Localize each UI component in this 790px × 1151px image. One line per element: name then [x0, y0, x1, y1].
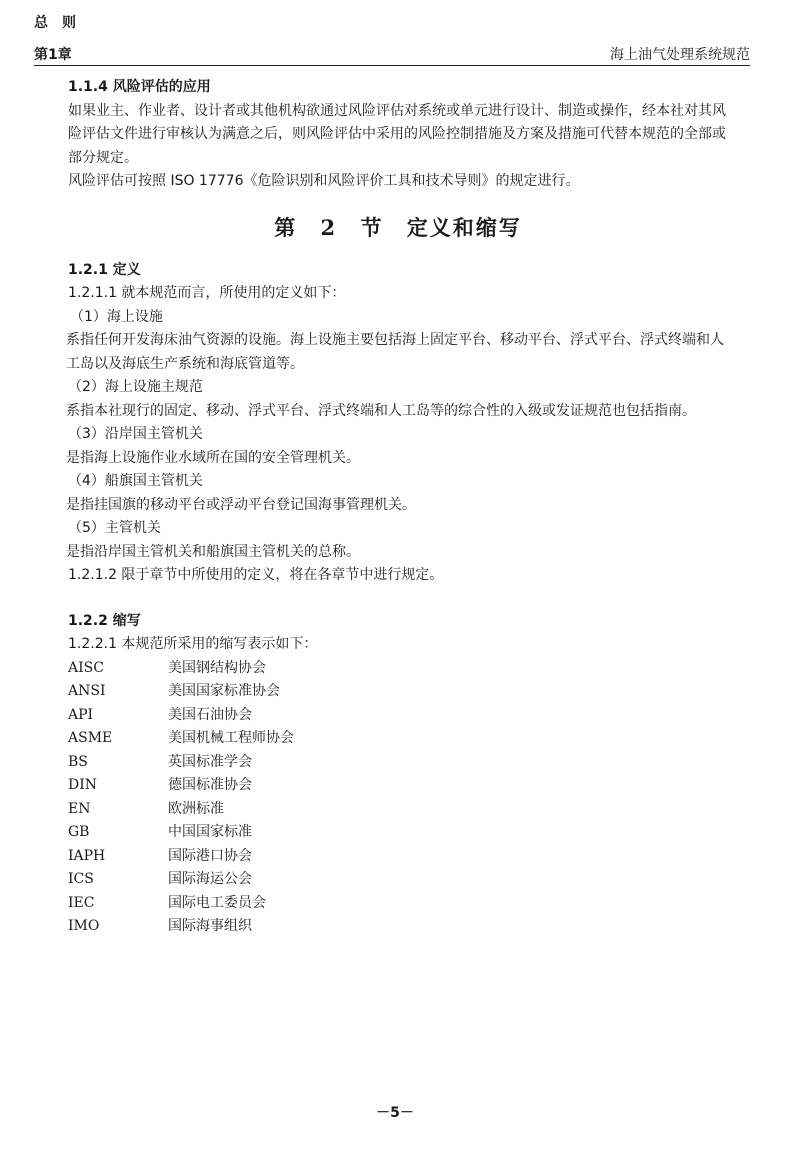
paragraph-risk-assessment: 如果业主、作业者、设计者或其他机构欲通过风险评估对系统或单元进行设计、制造或操作，经本社对其风险评估文件进行审核认为满意之后，则风险评估中采用的风险控制措施及方案及措施可代替本规范的全部或部分规定。	[68, 102, 726, 166]
abbreviation-meaning: 国际港口协会	[168, 847, 252, 864]
abbreviations-intro: 1.2.2.1 本规范所采用的缩写表示如下：	[68, 636, 318, 652]
abbreviation-meaning: 美国机械工程师协会	[168, 730, 294, 746]
definition-term: （1）海上设施	[70, 308, 163, 325]
header-doc-title: 海上油气处理系统规范	[610, 47, 750, 63]
abbreviation-code: API	[68, 706, 94, 723]
abbreviation-row	[68, 915, 728, 939]
abbreviation-code: AISC	[68, 659, 104, 676]
definition-desc: 系指任何开发海床油气资源的设施。海上设施主要包括海上固定平台、移动平台、浮式平台、浮式终端和人工岛以及海底生产系统和海底管道等。	[66, 332, 724, 372]
paragraph-iso-17776: 风险评估可按照 ISO 17776《危险识别和风险评价工具和技术导则》的规定进行。	[68, 173, 580, 189]
heading-1-2-2: 1.2.2 缩写	[68, 612, 141, 629]
abbreviation-meaning: 美国石油协会	[168, 706, 252, 723]
abbreviation-code: EN	[68, 800, 91, 817]
abbreviation-code: BS	[68, 753, 88, 770]
header-chapter: 第1章	[34, 47, 72, 63]
header-rule	[34, 65, 750, 66]
definition-desc: 系指本社现行的固定、移动、浮式平台、浮式终端和人工岛等的综合性的入级或发证规范也包括指南。	[66, 402, 696, 419]
abbreviation-meaning: 英国标准学会	[168, 753, 252, 770]
page-header	[34, 8, 750, 63]
abbreviation-row	[68, 774, 728, 798]
abbreviation-code: ICS	[68, 871, 94, 887]
heading-1-1-4: 1.1.4 风险评估的应用	[68, 79, 211, 95]
abbreviation-row	[68, 892, 728, 916]
abbreviation-code: IEC	[68, 894, 95, 911]
abbreviation-meaning: 德国标准协会	[168, 777, 252, 793]
abbreviation-meaning: 中国国家标准	[168, 824, 252, 840]
definitions-intro: 1.2.1.1 就本规范而言，所使用的定义如下：	[68, 285, 346, 301]
abbreviation-row	[68, 751, 728, 775]
abbreviation-row	[68, 821, 728, 845]
abbreviation-code: ANSI	[68, 683, 106, 699]
abbreviation-code: IMO	[68, 918, 100, 934]
abbreviation-row	[68, 798, 728, 822]
definition-desc: 是指海上设施作业水域所在国的安全管理机关。	[66, 449, 360, 466]
header-part-title: 总则	[34, 15, 90, 31]
abbreviation-code: GB	[68, 824, 90, 840]
abbreviation-code: IAPH	[68, 847, 106, 864]
definition-term: （2）海上设施主规范	[68, 379, 203, 395]
abbreviation-meaning: 国际海运公会	[168, 871, 252, 887]
abbreviation-meaning: 欧洲标准	[168, 800, 224, 817]
definition-desc: 是指挂国旗的移动平台或浮动平台登记国海事管理机关。	[66, 496, 416, 513]
definition-term: （3）沿岸国主管机关	[68, 426, 203, 442]
definition-term: （5）主管机关	[68, 520, 161, 536]
abbreviation-row	[68, 657, 728, 681]
section-title: 第 2 节 定义和缩写	[274, 214, 522, 240]
definitions-note: 1.2.1.2 限于章节中所使用的定义，将在各章节中进行规定。	[68, 567, 444, 583]
abbreviation-row	[68, 727, 728, 751]
abbreviation-meaning: 美国钢结构协会	[168, 659, 266, 676]
abbreviation-meaning: 国际电工委员会	[168, 894, 266, 911]
definition-term: （4）船旗国主管机关	[68, 473, 203, 489]
abbreviation-code: DIN	[68, 777, 98, 793]
abbreviation-meaning: 美国国家标准协会	[168, 683, 280, 699]
abbreviation-meaning: 国际海事组织	[168, 918, 252, 934]
definition-desc: 是指沿岸国主管机关和船旗国主管机关的总称。	[66, 543, 360, 560]
abbreviation-row	[68, 868, 728, 892]
page-number: －5－	[376, 1105, 414, 1121]
heading-1-2-1: 1.2.1 定义	[68, 261, 141, 278]
abbreviation-row	[68, 704, 728, 728]
abbreviation-row	[68, 845, 728, 869]
abbreviation-row	[68, 680, 728, 704]
page-body	[68, 76, 728, 939]
abbreviation-code: ASME	[68, 730, 113, 746]
abbreviation-list	[68, 657, 728, 939]
